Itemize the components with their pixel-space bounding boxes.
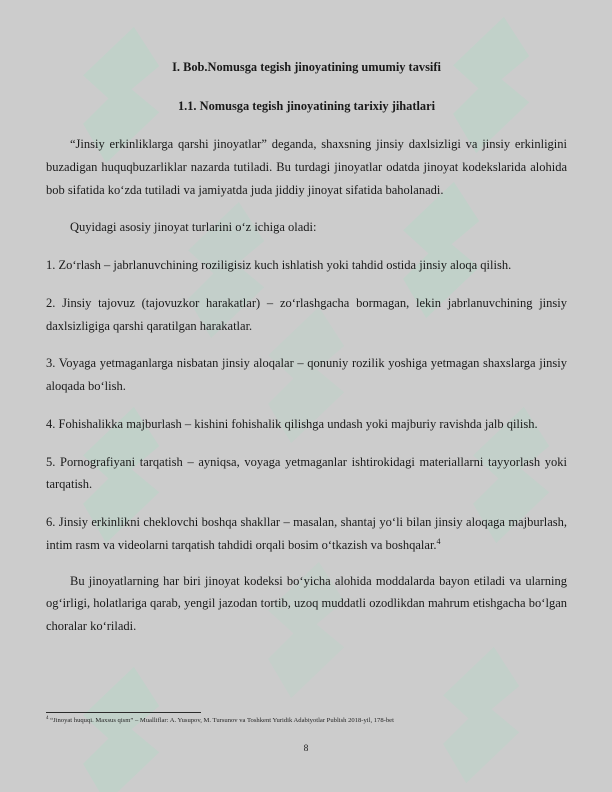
list-item-4: 4. Fohishalikka majburlash – kishini fohishalik qilishga undash yoki majburiy ravishda jalb qilish. [46,416,538,431]
page-number: 8 [303,744,309,754]
page-title: I. Bob.Nomusga tegish jinoyatining umumiy tavsifi [172,60,441,74]
footnote [46,717,567,726]
footnote-separator-rule [46,712,201,713]
list-item-2: 2. Jinsiy tajovuz (tajovuzkor harakatlar) – zo‘rlashgacha bormagan, lekin jabrlanuvchining jinsiy daxlsizligiga qarshi qaratilgan harakatlar. [46,295,567,333]
footnote-citation-text: “Jinoyat huquqi. Maxsus qism” – Mualliflar: A. Yusupov, M. Tursunov va Toshkent Yuridik Adabiyotlar Publish 2018-yil, 178-bet [50,717,394,724]
footnote-area [46,712,567,726]
paragraph-closing: Bu jinoyatlarning har biri jinoyat kodeksi bo‘yicha alohida moddalarda bayon etiladi va ularning og‘irligi, holatlariga qarab, yengil jazodan tortib, uzoq muddatli ozodlikdan mahrum etishgacha bo‘lgan choralar ko‘riladi. [46,573,567,633]
document-body [46,0,567,638]
list-item-3: 3. Voyaga yetmaganlarga nisbatan jinsiy aloqalar – qonuniy rozilik yoshiga yetmagan shaxslarga jinsiy aloqada bo‘lish. [46,356,567,393]
footnote-reference-marker[interactable]: 4 [436,536,441,546]
footnote-marker: 4 [46,715,49,721]
list-item-1: 1. Zo‘rlash – jabrlanuvchining roziligisiz kuch ishlatish yoki tahdid ostida jinsiy aloqa qilish. [46,258,512,272]
paragraph-lead-in: Quyidagi asosiy jinoyat turlarini o‘z ichiga oladi: [70,220,317,235]
list-item-6-text: 6. Jinsiy erkinlikni cheklovchi boshqa shakllar – masalan, shantaj yo‘li bilan jinsiy aloqaga majburlash, intim rasm va videolarni tarqatish tahdidi orqali bosim o‘tkazish va boshqalar. [46,515,567,552]
section-subtitle: 1.1. Nomusga tegish jinoyatining tarixiy jihatlari [177,98,436,113]
list-item-5: 5. Pornografiyani tarqatish – ayniqsa, voyaga yetmaganlar ishtirokidagi materiallarni tayyorlash yoki tarqatish. [46,454,567,492]
paragraph-intro: “Jinsiy erkinliklarga qarshi jinoyatlar” deganda, shaxsning jinsiy daxlsizligi va jinsiy erkinligini buzadigan huquqbuzarliklar nazarda tutiladi. Bu turdagi jinoyatlar odatda jinoyat kodekslarida alohida bob sifatida ko‘zda tutiladi va jamiyatda juda jiddiy jinoyat sifatida baholanadi. [46,137,567,197]
list-item-6 [46,511,567,557]
